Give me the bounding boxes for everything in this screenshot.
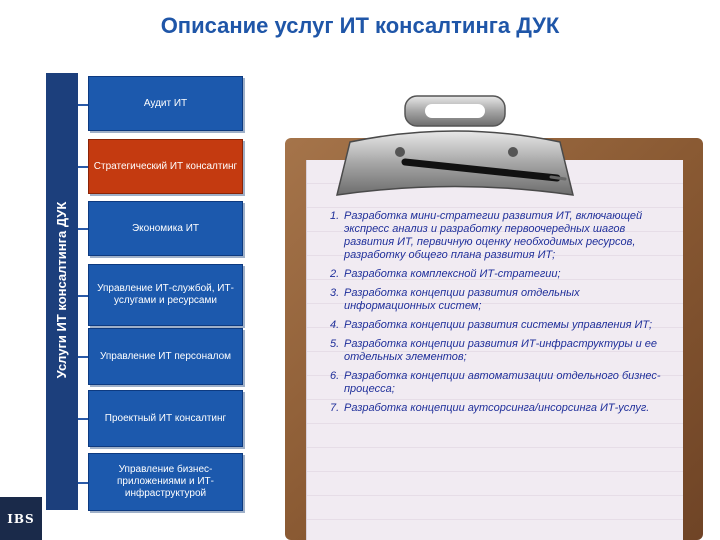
list-item: 5. Разработка концепции развития ИТ-инфраструктуры и ее отдельных элементов; [330, 338, 658, 363]
page-title: Описание услуг ИТ консалтинга ДУК [160, 13, 560, 38]
connector-1 [78, 166, 88, 168]
sidebar-label: Услуги ИТ консалтинга ДУК [54, 201, 69, 379]
strategy-list [324, 210, 664, 421]
clip-plate [337, 131, 573, 195]
list-item: 7. Разработка концепции аутсорсинга/инсорсинга ИТ-услуг. [330, 402, 650, 414]
clip-rivet-left [395, 147, 405, 157]
list-item: 1. Разработка мини-стратегии развития ИТ, включающей экспресс анализ и разработку первоочередных шагов развития ИТ, первичную оценку необходимых ресурсов, разработку общего плана развития ИТ; [330, 210, 643, 261]
list-item: 4. Разработка концепции развития системы управления ИТ; [330, 319, 653, 331]
connector-3 [78, 295, 88, 297]
service-it-service-management[interactable]: Управление ИТ-службой, ИТ-услугами и ресурсами [88, 264, 243, 326]
clip-graphic [255, 90, 710, 220]
list-item: 2. Разработка комплексной ИТ-стратегии; [330, 268, 561, 280]
clip-ring-hole [425, 104, 485, 118]
service-audit-it[interactable]: Аудит ИТ [88, 76, 243, 131]
list-item: 6. Разработка концепции автоматизации отдельного бизнес-процесса; [330, 370, 661, 395]
list-item: 3. Разработка концепции развития отдельных информационных систем; [330, 287, 580, 312]
pen-tip [551, 177, 565, 179]
clip-rivet-right [508, 147, 518, 157]
ibs-logo: IBS [0, 497, 42, 540]
connector-0 [78, 104, 88, 106]
connector-2 [78, 228, 88, 230]
service-project-consulting[interactable]: Проектный ИТ консалтинг [88, 390, 243, 447]
connector-6 [78, 482, 88, 484]
service-strategic-consulting[interactable]: Стратегический ИТ консалтинг [88, 139, 243, 194]
connector-5 [78, 418, 88, 420]
service-business-apps[interactable]: Управление бизнес-приложениями и ИТ-инфраструктурой [88, 453, 243, 511]
service-it-economics[interactable]: Экономика ИТ [88, 201, 243, 256]
connector-4 [78, 356, 88, 358]
service-it-personnel[interactable]: Управление ИТ персоналом [88, 328, 243, 385]
